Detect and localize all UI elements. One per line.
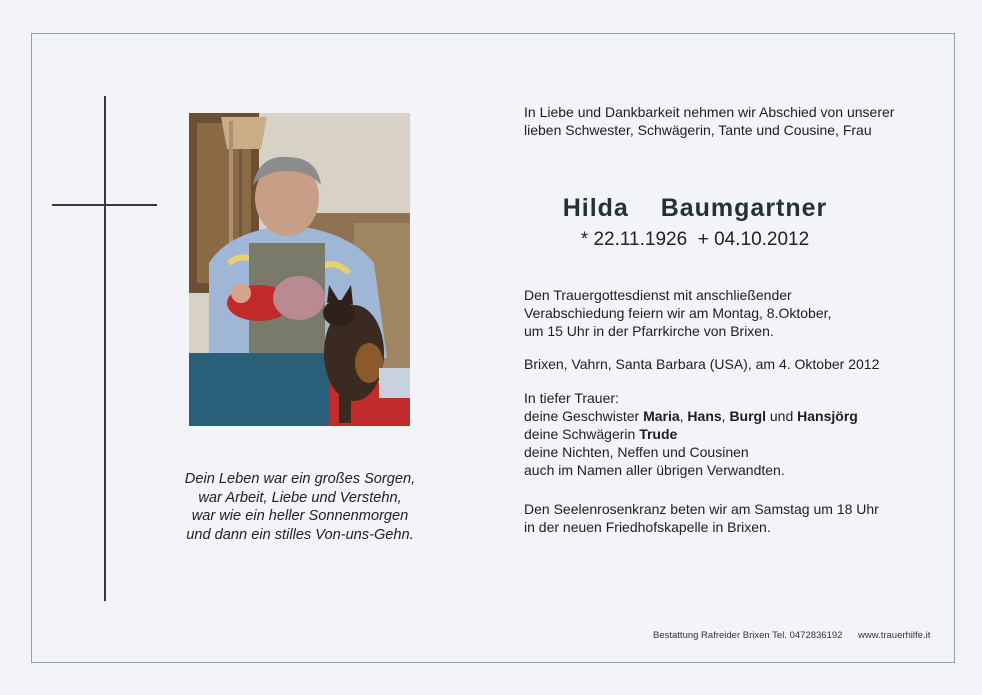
sibling-name: Hans	[687, 408, 722, 424]
poem-line: Dein Leben war ein großes Sorgen,	[184, 471, 416, 487]
website-link[interactable]: www.trauerhilfe.it	[858, 630, 931, 641]
memorial-poem	[140, 470, 460, 544]
inlaw-name: Trude	[639, 426, 678, 442]
rosary-line: Den Seelenrosenkranz beten wir am Samstag um 18 Uhr	[524, 501, 879, 517]
farewell-intro: In Liebe und Dankbarkeit nehmen wir Abschied von unserer lieben Schwester, Schwägerin, Tante und Cousine, Frau	[524, 104, 895, 138]
sibling-name: Hansjörg	[797, 408, 858, 424]
poem-line: war Arbeit, Liebe und Verstehn,	[198, 489, 402, 506]
rosary-announcement	[524, 500, 924, 536]
cross-vertical-bar	[104, 96, 106, 601]
siblings-line: deine Geschwister Maria, Hans, Burgl und Hansjörg	[524, 408, 858, 424]
service-line: Den Trauergottesdienst mit anschließender	[524, 287, 792, 303]
portrait-photo	[189, 113, 410, 426]
service-line: um 15 Uhr in der Pfarrkirche von Brixen.	[524, 323, 774, 339]
mourners-list	[524, 389, 924, 479]
poem-line: und dann ein stilles Von-uns-Gehn.	[186, 526, 414, 543]
deceased-name: Hilda Baumgartner	[562, 194, 828, 222]
poem-line: war wie ein heller Sonnenmorgen	[191, 508, 409, 524]
inlaw-line: deine Schwägerin Trude	[524, 426, 678, 442]
cross-horizontal-bar	[52, 204, 157, 206]
sibling-name: Maria	[643, 408, 680, 424]
relatives-line: auch im Namen aller übrigen Verwandten.	[524, 462, 785, 478]
rosary-line: in der neuen Friedhofskapelle in Brixen.	[524, 519, 771, 535]
life-dates: * 22.11.1926 + 04.10.2012	[580, 229, 810, 250]
undertaker-info: Bestattung Rafreider Brixen Tel. 0472836192	[653, 630, 843, 641]
nieces-line: deine Nichten, Neffen und Cousinen	[524, 444, 749, 460]
place-and-date: Brixen, Vahrn, Santa Barbara (USA), am 4. Oktober 2012	[524, 356, 880, 372]
mourners-heading: In tiefer Trauer:	[524, 390, 619, 406]
funeral-service-text	[524, 286, 904, 340]
service-line: Verabschiedung feiern wir am Montag, 8.Oktober,	[524, 305, 832, 321]
sibling-name: Burgl	[729, 408, 766, 424]
